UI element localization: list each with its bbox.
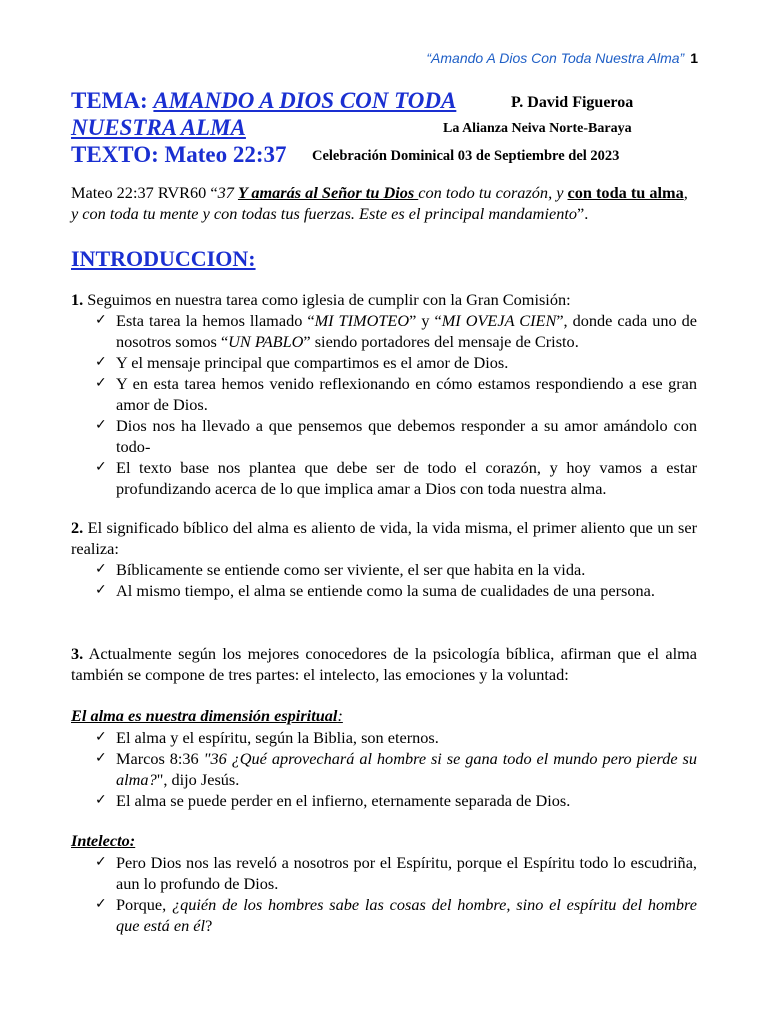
section-2-num: 2. [71, 518, 84, 537]
section-3-text: Actualmente según los mejores conocedores de la psicología bíblica, afirman que el alma también se compone de tres partes: el intelecto, las emociones y la voluntad: [71, 644, 697, 684]
tema-line-2 [71, 115, 246, 141]
verse-ref: Mateo 22:37 RVR60 “ [71, 183, 218, 202]
church-name: La Alianza Neiva Norte-Baraya [443, 121, 632, 136]
list-item: ✓ Porque, ¿quién de los hombres sabe las cosas del hombre, sino el espíritu del hombre que está en él? [95, 895, 698, 935]
check-icon: ✓ [95, 854, 107, 870]
intelecto-heading: Intelecto: [71, 831, 136, 850]
section-2-list [95, 559, 697, 601]
list-item: ✓ Pero Dios nos las reveló a nosotros por el Espíritu, porque el Espíritu todo lo escudriña, aun lo profundo de Dios. [95, 853, 697, 893]
running-header [426, 50, 698, 66]
list-item: ✓ El alma se puede perder en el infierno, eternamente separada de Dios. [95, 791, 571, 810]
list-item: ✓ Y en esta tarea hemos venido reflexionando en cómo estamos respondiendo a ese gran amor de Dios. [95, 374, 697, 414]
list-item: ✓ Dios nos ha llevado a que pensemos que debemos responder a su amor amándolo con todo- [95, 416, 697, 456]
list-item: ✓ Al mismo tiempo, el alma se entiende como la suma de cualidades de una persona. [95, 581, 655, 600]
tema-line-1 [71, 88, 456, 114]
check-icon: ✓ [95, 561, 107, 577]
list-item: ✓ El texto base nos plantea que debe ser de todo el corazón, y hoy vamos a estar profundizando acerca de lo que implica amar a Dios con toda nuestra alma. [95, 458, 697, 498]
section-3-num: 3. [71, 644, 84, 663]
verse-text-2: , y con toda tu mente y con todas tus fuerzas. Este es el principal mandamiento [71, 183, 688, 223]
tema-title-1: AMANDO A DIOS CON TODA [153, 88, 457, 113]
tema-label: TEMA: [71, 88, 154, 113]
check-icon: ✓ [95, 459, 107, 475]
list-item: ✓ Y el mensaje principal que compartimos es el amor de Dios. [95, 353, 509, 372]
list-item: ✓ Esta tarea la hemos llamado “MI TIMOTEO” y “MI OVEJA CIEN”, donde cada uno de nosotros somos “UN PABLO” siendo portadores del mensaje de Cristo. [95, 311, 697, 351]
check-icon: ✓ [95, 729, 107, 745]
section-1-list [95, 310, 697, 499]
check-icon: ✓ [95, 312, 107, 328]
list-item: ✓ El alma y el espíritu, según la Biblia, son eternos. [95, 728, 439, 747]
alma-espiritual-heading: El alma es nuestra dimensión espiritual: [71, 706, 343, 725]
check-icon: ✓ [95, 792, 107, 808]
running-title: “Amando A Dios Con Toda Nuestra Alma” [426, 50, 685, 66]
verse-emph-1: Y amarás al Señor tu Dios [237, 183, 419, 202]
verse-close: ”. [577, 204, 589, 223]
check-icon: ✓ [95, 750, 107, 766]
alma-espiritual-list [95, 727, 697, 811]
section-2-text: El significado bíblico del alma es aliento de vida, la vida misma, el primer aliento que un ser realiza: [71, 518, 697, 558]
section-3-lead [71, 643, 697, 685]
page-number: 1 [690, 50, 698, 66]
verse-num: 37 [217, 183, 238, 202]
tema-title-2: NUESTRA ALMA [71, 115, 246, 140]
texto-line [71, 142, 287, 168]
intro-heading: INTRODUCCION: [71, 246, 256, 271]
verse-text-1: con todo tu corazón, y [418, 183, 568, 202]
section-2-lead [71, 517, 697, 559]
check-icon: ✓ [95, 375, 107, 391]
check-icon: ✓ [95, 582, 107, 598]
section-1-num: 1. [71, 290, 84, 309]
texto-label: TEXTO: Mateo 22:37 [71, 142, 287, 167]
key-verse [71, 182, 697, 224]
check-icon: ✓ [95, 354, 107, 370]
section-1-lead [71, 289, 697, 310]
check-icon: ✓ [95, 417, 107, 433]
list-item: ✓ Marcos 8:36 "36 ¿Qué aprovechará al hombre si se gana todo el mundo pero pierde su alma?", dijo Jesús. [95, 749, 697, 789]
pastor-name: P. David Figueroa [511, 94, 634, 111]
section-1-text: Seguimos en nuestra tarea como iglesia de cumplir con la Gran Comisión: [83, 290, 571, 309]
list-item: ✓ Bíblicamente se entiende como ser viviente, el ser que habita en la vida. [95, 560, 586, 579]
intelecto-list [95, 852, 697, 936]
verse-emph-2: con toda tu alma [567, 183, 684, 202]
celebration-date: Celebración Dominical 03 de Septiembre del 2023 [312, 148, 620, 164]
check-icon: ✓ [95, 896, 107, 912]
